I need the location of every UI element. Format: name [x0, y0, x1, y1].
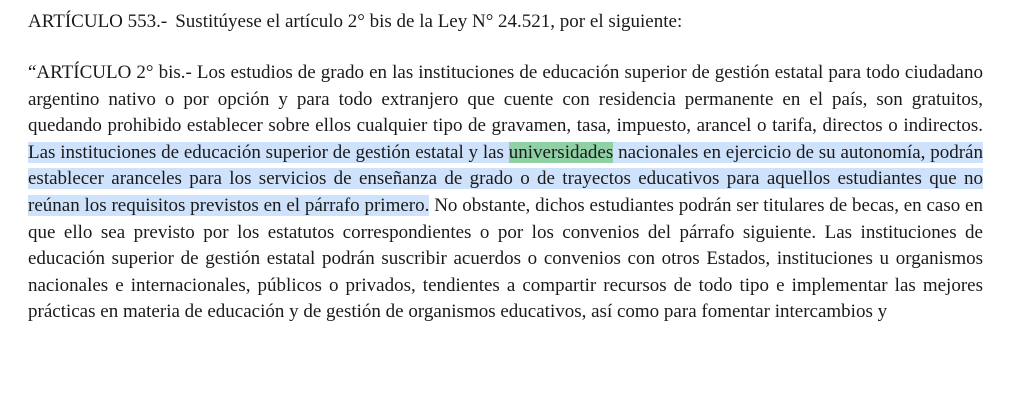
article-heading	[28, 9, 682, 35]
paragraph-text-end: No obstante, dichos estudiantes podrán ser titulares de becas, en caso en que ello sea previsto por los estatutos correspondientes o por los convenios del párrafo siguiente. Las instituciones de educación superior de gestión estatal podrán suscribir acuerdos o convenios con otros Estados, instituciones u organismos nacionales e internacionales, públicos o privados, tendientes a compartir recursos de todo tipo e implementar las mejores prácticas en materia de educación y de gestión de organismos educativos, así como para fomentar intercambios y	[28, 194, 983, 323]
highlighted-text-part-2: nacionales en ejercicio de su autonomía, podrán establecer aranceles para los servicios de enseñanza de grado o de trayectos educativos para aquellos estudiantes que no reúnan los requisitos previstos en el párrafo primero.	[28, 141, 983, 216]
green-highlighted-word: universidades	[508, 141, 614, 163]
highlighted-text-part-1: Las instituciones de educación superior de gestión estatal y las	[28, 141, 509, 163]
article-paragraph	[28, 60, 983, 326]
article-heading-text: Sustitúyese el artículo 2° bis de la Ley N° 24.521, por el siguiente:	[175, 11, 683, 32]
article-number: ARTÍCULO 553.-	[28, 11, 168, 32]
paragraph-text-start: “ARTÍCULO 2° bis.- Los estudios de grado en las instituciones de educación superior de gestión estatal para todo ciudadano argentino nativo o por opción y para todo extranjero que cuente con residencia permanente en el país, son gratuitos, quedando prohibido establecer sobre ellos cualquier tipo de gravamen, tasa, impuesto, arancel o tarifa, directos o indirectos.	[28, 62, 983, 137]
